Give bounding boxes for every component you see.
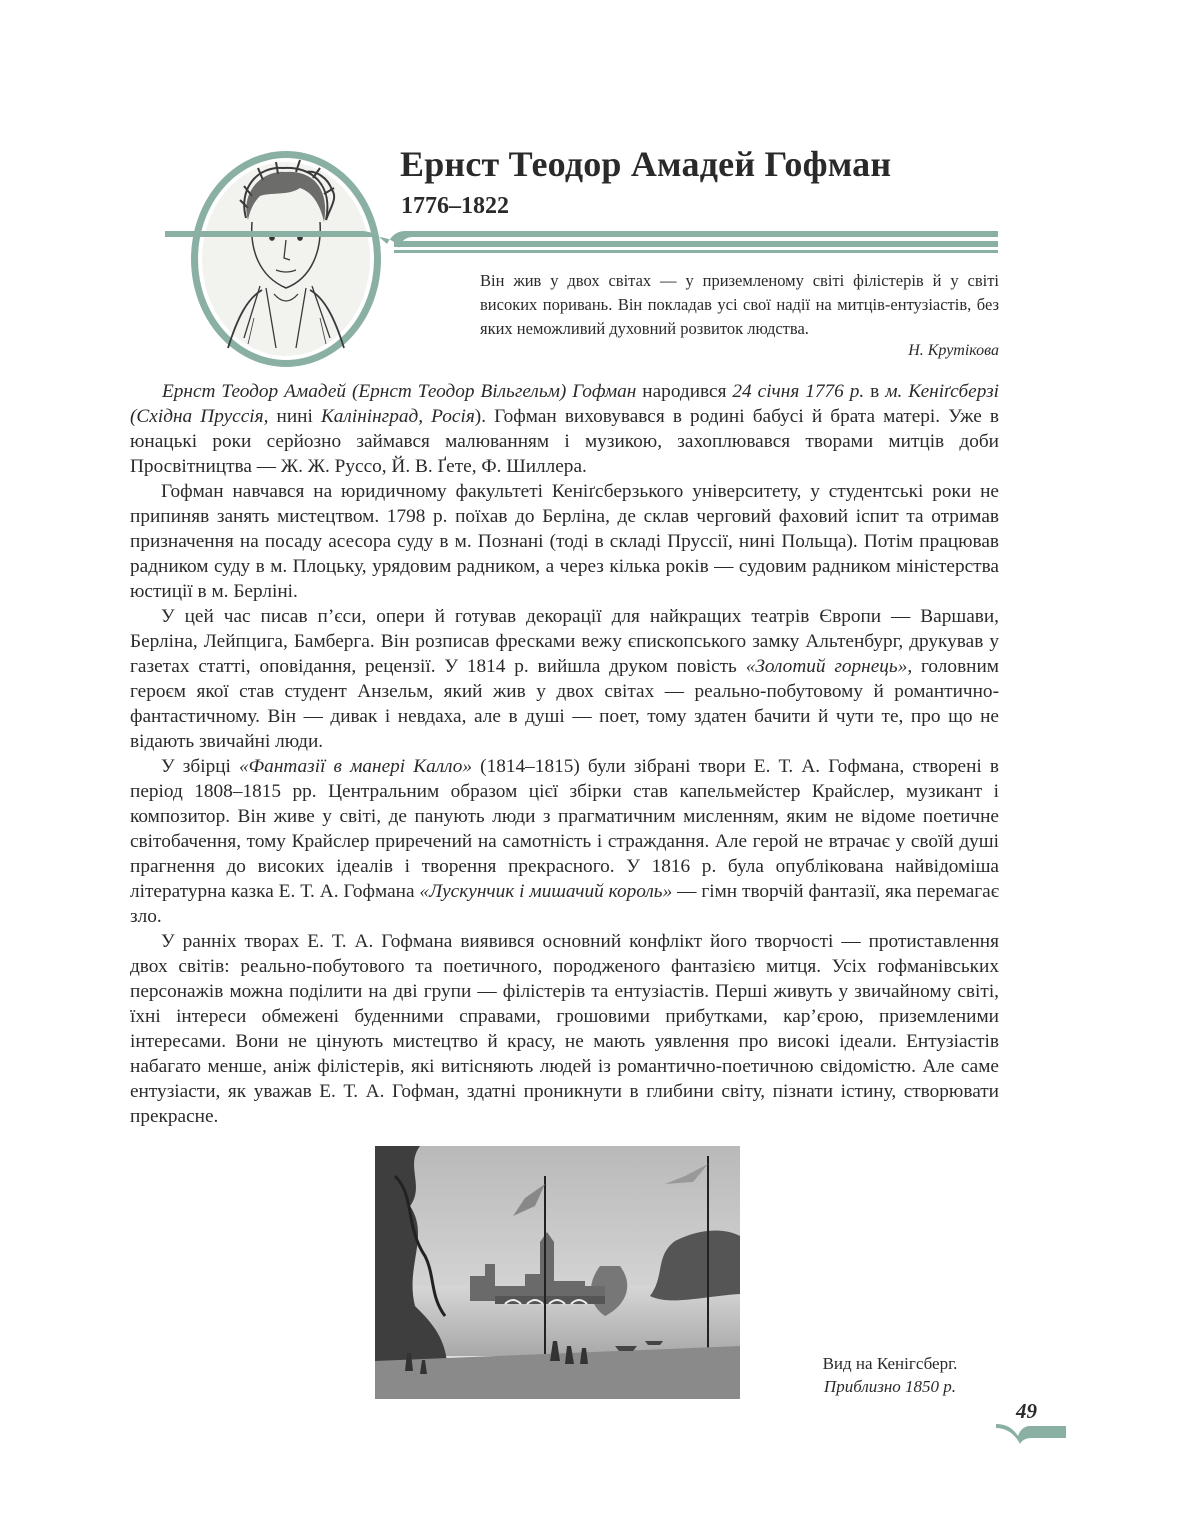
- portrait-medallion: [188, 148, 384, 370]
- paragraph-2: Гофман навчався на юридичному факультеті Кеніґсберзького університету, у студентські роки не припиняв занять мистецтвом. 1798 р. поїхав до Берліна, де склав черговий фаховий іспит та отримав призначення на посаду асесора суду в м. Познані (тоді в складі Пруссії, нині Польща). Потім працював радником суду в м. Плоцьку, урядовим радником, а через кілька років — судовим радником міністерства юстиції в м. Берліні.: [130, 481, 999, 602]
- konigsberg-engraving: [375, 1146, 740, 1399]
- header-rule-ornament: [165, 228, 998, 258]
- caption-date: Приблизно 1850 р.: [823, 1377, 957, 1396]
- paragraph-4: У збірці «Фантазії в манері Калло» (1814–1815) були зібрані твори Е. Т. А. Гофмана, створені в період 1808–1815 рр. Центральним образом цієї збірки став капельмейстер Крайслер, музикант і композитор. Він живе у світі, де панують люди з прагматичним мисленням, яким не відоме поетичне світобачення, тому Крайслер приречений на самотність і страждання. Але герой не втрачає у своїй душі прагнення до високих ідеалів і творення прекрасного. У 1816 р. була опублікована найвідоміша літературна казка Е. Т. А. Гофмана «Лускунчик і мишачий король» — гімн творчій фантазії, яка перемагає зло.: [130, 756, 999, 927]
- page-number: 49: [1016, 1399, 1037, 1423]
- figure-caption: [790, 1352, 990, 1398]
- caption-title: Вид на Кенігсберг.: [822, 1354, 958, 1373]
- page-title: Ернст Теодор Амадей Гофман: [400, 144, 892, 184]
- epigraph-text: Він жив у двох світах — у приземленому світі філістерів й у світі високих поривань. Він покладав усі свої надії на митців-ентузіастів, без яких неможливий духовний розвиток людства.: [480, 271, 999, 338]
- paragraph-1: Ернст Теодор Амадей (Ернст Теодор Вільгельм) Гофман народився 24 січня 1776 р. в м. Кеніґсберзі (Східна Пруссія, нині Калінінград, Росія). Гофман виховувався в родині бабусі й брата матері. Уже в юнацькі роки серйозно займався малюванням і музикою, захоплювався творами митців доби Просвітництва — Ж. Ж. Руссо, Й. В. Ґете, Ф. Шиллера.: [130, 381, 1000, 477]
- paragraph-5: У ранніх творах Е. Т. А. Гофмана виявився основний конфлікт його творчості — протиставлення двох світів: реально-побутового та поетичного, породженого фантазією митця. Усіх гофманівських персонажів можна поділити на дві групи — філістерів та ентузіастів. Перші живуть у звичайному світі, їхні інтереси обмежені буденними справами, грошовими прибутками, кар’єрою, приземленими інтересами. Вони не цінують мистецтво й красу, не мають уявлення про високі ідеали. Ентузіастів набагато менше, аніж філістерів, які витісняють людей із романтично-поетичною свідомістю. Але саме ентузіасти, як уважав Е. Т. А. Гофман, здатні проникнути в глибини світу, пізнати істину, створювати прекрасне.: [130, 931, 999, 1127]
- page-number-ornament: [996, 1420, 1066, 1444]
- life-years: 1776–1822: [401, 193, 509, 219]
- paragraph-3: У цей час писав п’єси, опери й готував декорації для найкращих театрів Європи — Варшави, Берліна, Лейпцига, Бамберга. Він розписав фресками вежу єпископського замку Альтенбург, друкував у газетах статті, оповідання, рецензії. У 1814 р. вийшла друком повість «Золотий горнець», головним героєм якої став студент Анзельм, який жив у двох світах — реально-побутовому й романтично-фантастичному. Він — дивак і невдаха, але в душі — поет, тому здатен бачити й чути те, про що не відають звичайні люди.: [130, 606, 1000, 752]
- main-text: [130, 379, 999, 1129]
- epigraph-author: Н. Крутікова: [908, 342, 999, 359]
